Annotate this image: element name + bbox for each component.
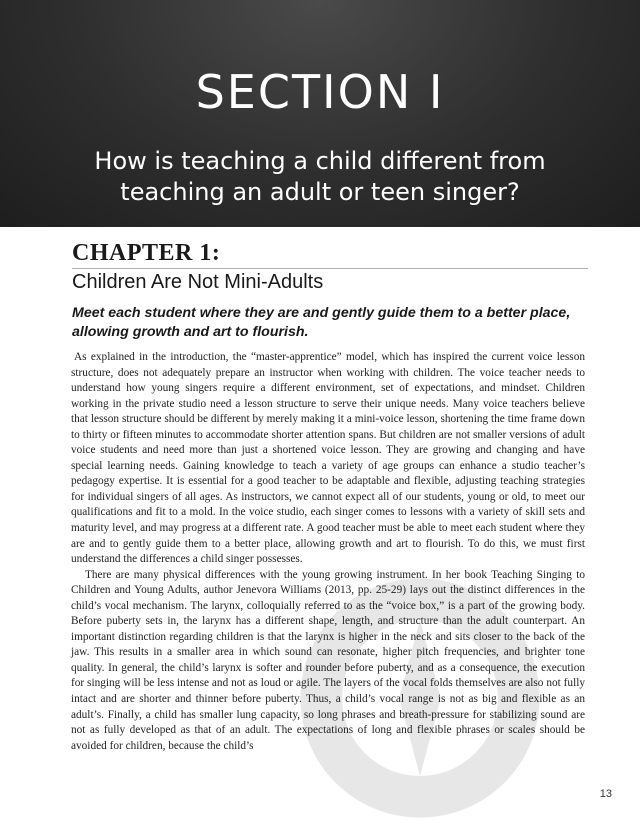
section-subtitle: How is teaching a child different from teaching an adult or teen singer? [94, 147, 546, 206]
section-banner [0, 0, 640, 227]
paragraph-text: There are many physical differences with the young growing instrument. In her book Teaching Singing to Children and Young Adults, author Jenevora Williams (2013, pp. 25-29) lays out the distinct differences in the child’s vocal mechanism. The larynx, colloquially referred to as the “voice box,” is a part of the growing body. Before puberty sets in, the larynx has a different shape, length, and structure than the adult counterpart. An important distinction regarding children is that the larynx is higher in the neck and sits closer to the back of the jaw. This results in a smaller area in which sound can resonate, higher pitch frequencies, and brighter tone quality. In general, the child’s larynx is softer and rounder before puberty, and as a consequence, the execution for singing will be less intense and not as loud or agile. The layers of the vocal folds themselves are also not fully intact and are shorter and thinner before puberty. Thus, a child’s vocal range is not as big and flexible as an adult’s. Finally, a child has smaller lung capacity, so long phrases and breath-pressure for stabilizing sound are not as fully developed as that of an adult. The expectations of long and flexible phrases or scales should be avoided for children, because the child’s [71, 568, 585, 752]
body-paragraph [71, 568, 585, 755]
section-title: SECTION I [195, 65, 445, 119]
chapter-label: CHAPTER 1: [72, 240, 221, 266]
body-paragraph: As explained in the introduction, the “master-apprentice” model, which has inspired the current voice lesson structure, does not adequately prepare an instructor when working with children. The voice teacher needs to understand how young singers require a different environment, set of expectations, and mindset. Children working in the private studio need a lesson structure to serve their unique needs. Many voice teachers believe that lesson structure should be different by merely making it a mini-voice lesson, shortening the time frame down to thirty or fifteen minutes to accommodate shorter attention spans. But children are not smaller versions of adult voice students and need more than just a shortened voice lesson. They are growing and changing and have special learning needs. Gaining knowledge to teach a variety of age groups can enhance a studio teacher’s pedagogy expertise. It is essential for a good teacher to be adaptable and flexible, adjusting teaching strategies for individual singers of all ages. As instructors, we cannot expect all of our students, young or old, to meet our qualifications and fit to a mold. In the voice studio, each singer comes to lessons with a variety of skill sets and maturity level, and may progress at a different rate. A good teacher must be able to meet each student where they are and to gently guide them to a better place, allowing growth and art to flourish. To do this, we must first understand the differences a child singer possesses. [71, 351, 585, 566]
chapter-epigraph: Meet each student where they are and gently guide them to a better place, allowing growth and art to flourish. [72, 305, 571, 340]
chapter-title: Children Are Not Mini-Adults [72, 268, 588, 296]
page-number: 13 [599, 788, 612, 800]
body-text [71, 350, 585, 754]
